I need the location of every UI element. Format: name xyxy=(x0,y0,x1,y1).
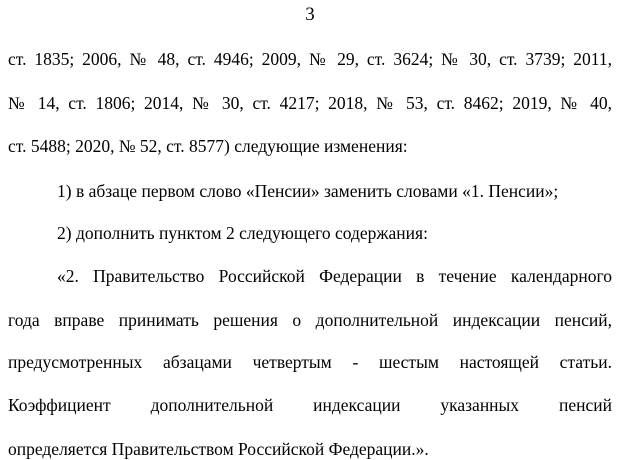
amendment-item-2: 2) дополнить пунктом 2 следующего содержания: xyxy=(57,223,428,243)
page-number: 3 xyxy=(305,4,315,25)
text-line-3: ст. 5488; 2020, № 52, ст. 8577) следующие изменения: xyxy=(8,136,408,156)
amendment-item-1: 1) в абзаце первом слово «Пенсии» заменить словами «1. Пенсии»; xyxy=(57,181,559,201)
text-line-1: ст. 1835; 2006, № 48, ст. 4946; 2009, № 29, ст. 3624; № 30, ст. 3739; 2011, xyxy=(8,49,612,69)
quoted-paragraph-line-3: предусмотренных абзацами четвертым - шестым настоящей статьи. xyxy=(8,352,612,372)
text-line-2: № 14, ст. 1806; 2014, № 30, ст. 4217; 2018, № 53, ст. 8462; 2019, № 40, xyxy=(8,93,612,113)
quoted-paragraph-line-1: «2. Правительство Российской Федерации в течение календарного xyxy=(57,266,612,286)
quoted-paragraph-line-2: года вправе принимать решения о дополнительной индексации пенсий, xyxy=(8,310,612,330)
quoted-paragraph-line-5: определяется Правительством Российской Федерации.». xyxy=(8,439,429,459)
quoted-paragraph-line-4: Коэффициент дополнительной индексации указанных пенсий xyxy=(8,395,612,415)
